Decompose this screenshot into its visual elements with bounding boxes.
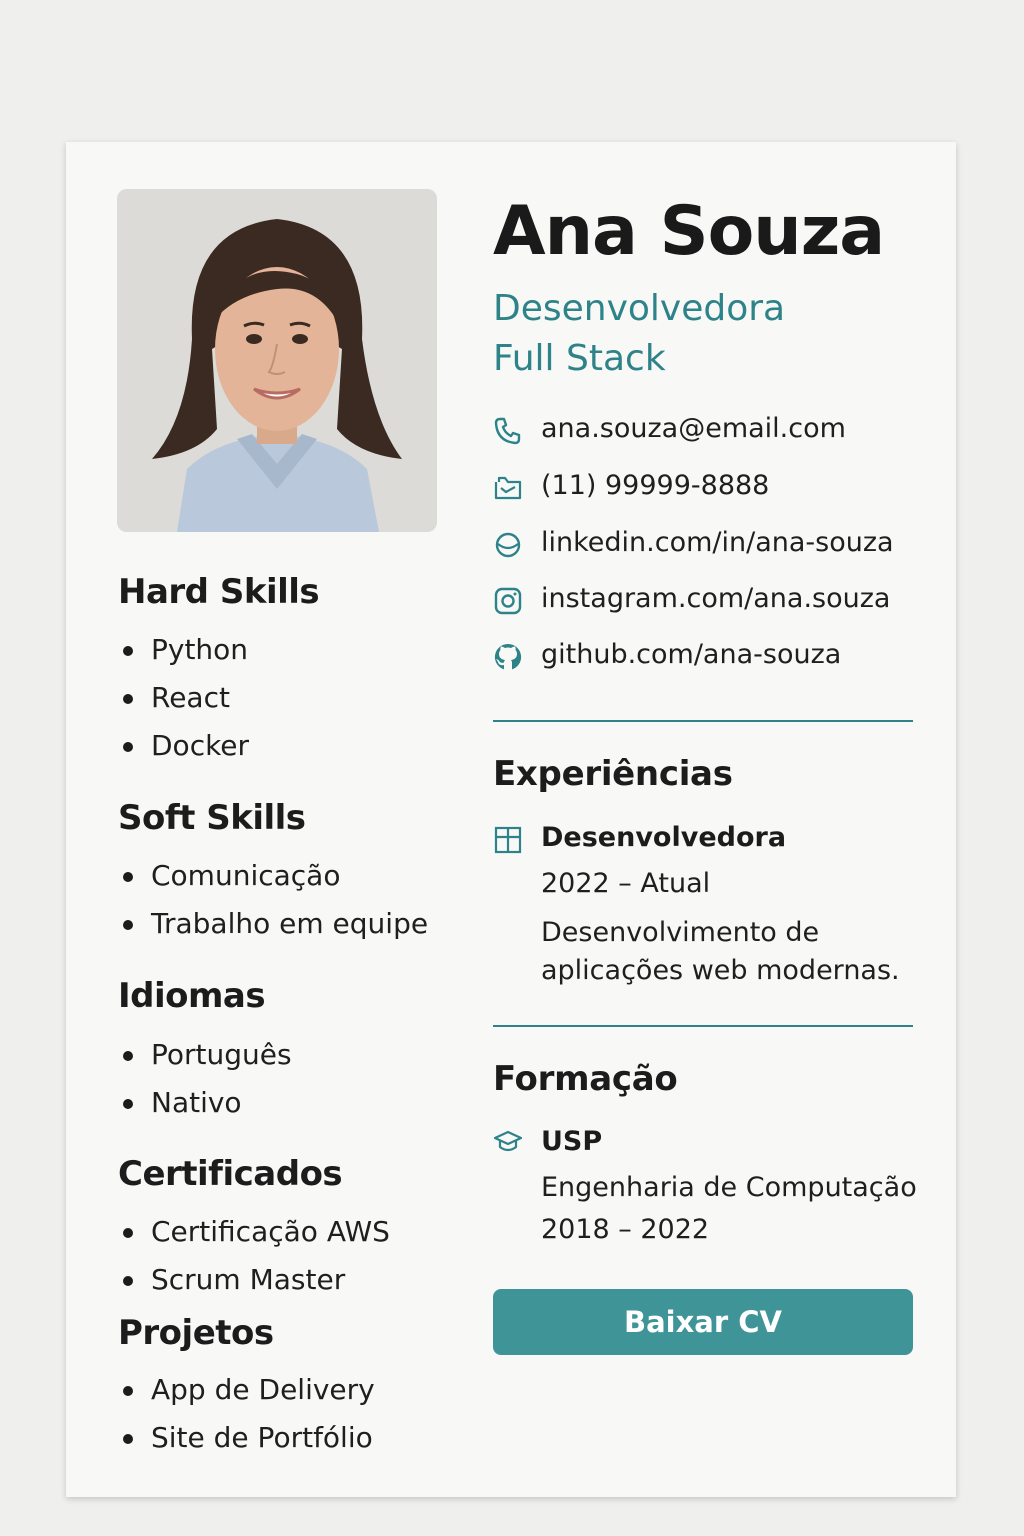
list-item: App de Delivery xyxy=(118,1366,375,1414)
list-item: Docker xyxy=(118,722,249,770)
github-icon xyxy=(493,642,523,672)
email-link[interactable]: ana.souza@email.com xyxy=(541,413,846,444)
experience-description: Desenvolvimento de aplicações web modernas. xyxy=(541,917,900,986)
contact-github[interactable] xyxy=(493,636,933,676)
experience-role: Desenvolvedora xyxy=(541,822,787,853)
divider xyxy=(493,720,913,722)
hard-skills-list xyxy=(118,626,249,770)
phone-icon xyxy=(493,416,523,446)
job-title-line-2: Full Stack xyxy=(493,338,666,379)
divider xyxy=(493,1025,913,1027)
job-title-line-1: Desenvolvedora xyxy=(493,288,786,329)
projects-list xyxy=(118,1366,375,1462)
experience-period: 2022 – Atual xyxy=(541,868,711,899)
graduation-cap-icon xyxy=(493,1128,523,1158)
soft-skills-title: Soft Skills xyxy=(118,798,306,838)
globe-icon xyxy=(493,530,523,560)
github-link[interactable]: github.com/ana-souza xyxy=(541,639,842,670)
contact-phone[interactable] xyxy=(493,467,933,507)
certificates-list xyxy=(118,1208,390,1304)
contact-email[interactable] xyxy=(493,410,933,450)
projects-title: Projetos xyxy=(118,1313,274,1353)
candidate-name: Ana Souza xyxy=(493,192,885,271)
profile-photo xyxy=(117,189,437,532)
languages-title: Idiomas xyxy=(118,976,266,1016)
list-item: Site de Portfólio xyxy=(118,1414,375,1462)
list-item: React xyxy=(118,674,249,722)
languages-list xyxy=(118,1031,292,1127)
job-title xyxy=(493,284,785,384)
list-item: Scrum Master xyxy=(118,1256,390,1304)
building-icon xyxy=(493,825,523,855)
list-item: Certificação AWS xyxy=(118,1208,390,1256)
education-school: USP xyxy=(541,1126,603,1157)
education-title: Formação xyxy=(493,1059,678,1099)
list-item: Nativo xyxy=(118,1079,292,1127)
list-item: Python xyxy=(118,626,249,674)
list-item: Trabalho em equipe xyxy=(118,900,428,948)
certificates-title: Certificados xyxy=(118,1154,343,1194)
education-period: 2018 – 2022 xyxy=(541,1214,710,1245)
mail-icon xyxy=(493,473,523,503)
contact-linkedin[interactable] xyxy=(493,524,933,564)
education-course: Engenharia de Computação xyxy=(541,1172,917,1203)
instagram-link[interactable]: instagram.com/ana.souza xyxy=(541,583,891,614)
download-cv-button[interactable]: Baixar CV xyxy=(493,1289,913,1355)
resume-card xyxy=(66,142,956,1497)
experience-title: Experiências xyxy=(493,754,733,794)
list-item: Comunicação xyxy=(118,852,428,900)
linkedin-link[interactable]: linkedin.com/in/ana-souza xyxy=(541,527,894,558)
list-item: Português xyxy=(118,1031,292,1079)
hard-skills-title: Hard Skills xyxy=(118,572,320,612)
contact-instagram[interactable] xyxy=(493,580,933,620)
soft-skills-list xyxy=(118,852,428,948)
instagram-icon xyxy=(493,586,523,616)
phone-number[interactable]: (11) 99999-8888 xyxy=(541,470,770,501)
